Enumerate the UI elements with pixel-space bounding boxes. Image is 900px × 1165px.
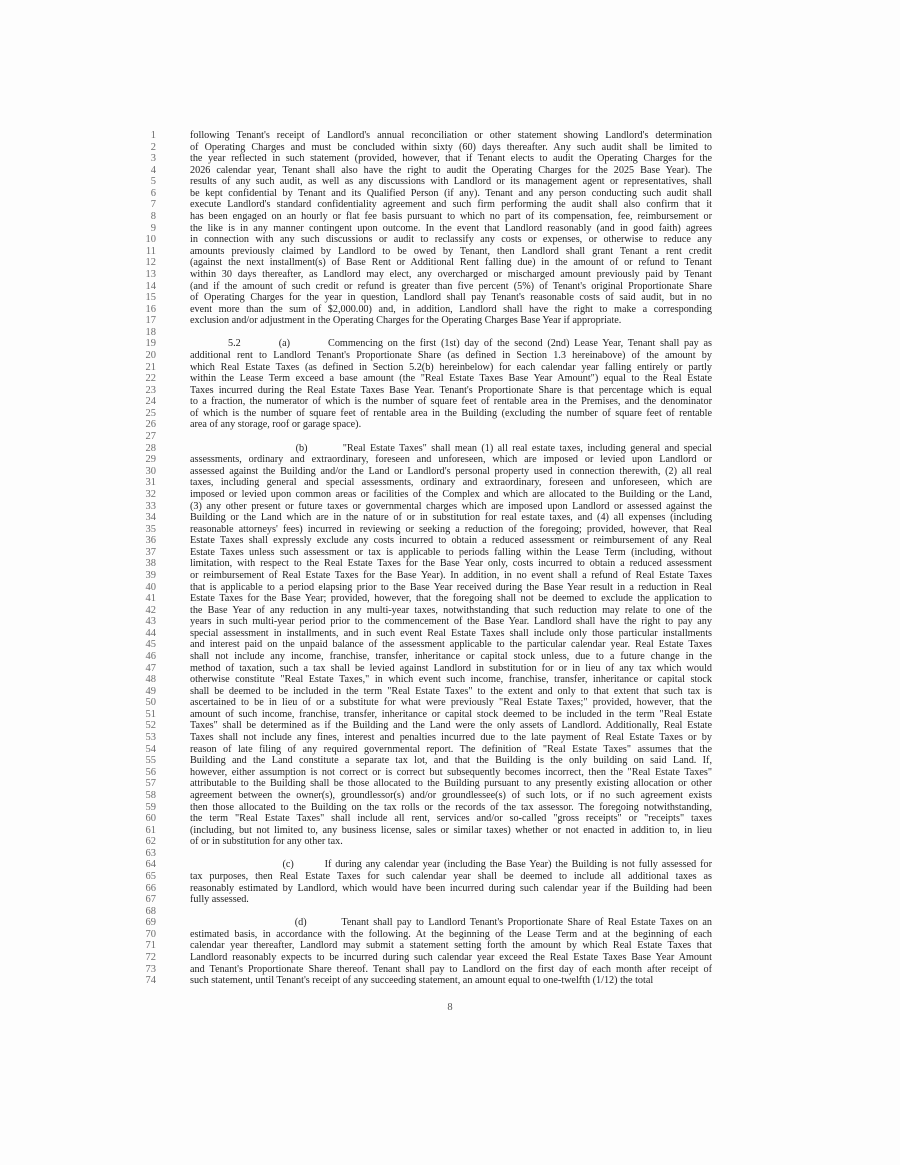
text-line: fully assessed.: [190, 894, 249, 906]
text-line: reason of late filing of any required governmental report. The definition of "Real Estate Taxes" assumes that the: [190, 743, 712, 755]
text-line: (b) "Real Estate Taxes" shall mean (1) all real estate taxes, including general and special: [190, 442, 712, 454]
text-line: amount of such income, franchise, transfer, inheritance or capital stock deemed to be included in the term "Real Estate: [190, 708, 712, 720]
line-number: 27: [145, 431, 156, 443]
line-number: 15: [145, 292, 156, 304]
line-number: 8: [150, 211, 156, 223]
text-line: imposed or levied upon common areas or facilities of the Complex and which are allocated to the Building or the Land,: [190, 488, 712, 500]
text-line: has been engaged on an hourly or flat fee basis pursuant to which no part of its compensation, fee, reimbursement or: [190, 211, 712, 223]
line-number: 65: [145, 871, 156, 882]
text-line: however, either assumption is not correct or is correct but subsequently becomes incorrect, then the "Real Estate Taxes": [190, 766, 712, 778]
line-number: 62: [145, 836, 156, 848]
line-number: 30: [145, 465, 156, 477]
line-number-gutter: [128, 130, 156, 987]
line-number: 22: [145, 373, 156, 385]
line-number: 47: [145, 662, 156, 674]
line-number: 13: [145, 268, 156, 280]
line-number: 46: [145, 651, 156, 663]
text-line: shall not include any income, franchise, transfer, inheritance or capital stock unless, due to a future change in the: [190, 651, 712, 663]
text-line: 5.2 (a) Commencing on the first (1st) day of the second (2nd) Lease Year, Tenant shall pay as: [190, 338, 712, 350]
line-number: 50: [145, 697, 156, 709]
page-number: 8: [447, 1002, 453, 1013]
text-line: assessed against the Building and/or the Land or Landlord's personal property used in connection therewith, (2) all real: [190, 465, 712, 477]
line-number: 60: [145, 813, 156, 825]
text-line: the like is in any manner contingent upon outcome. In the event that Landlord reasonably (and in good faith) agrees: [190, 222, 712, 234]
line-number: 74: [145, 975, 156, 987]
line-number: 49: [145, 685, 156, 697]
text-line: [190, 906, 712, 918]
text-line: within the Lease Term exceed a base amount (the "Real Estate Taxes Base Year Amount") equal to the Real Estate: [190, 373, 712, 385]
line-number: 28: [145, 442, 156, 454]
line-number: 23: [145, 384, 156, 396]
text-line: exclusion and/or adjustment in the Operating Charges for the Operating Charges Base Year if appropriate.: [190, 315, 622, 327]
text-line: Building or the Land which are in the nature of or in substitution for real estate taxes, and (4) all expenses (including: [190, 512, 712, 524]
line-number: 32: [145, 488, 156, 500]
line-number: 61: [145, 824, 156, 836]
text-line: tax purposes, then Real Estate Taxes for such calendar year shall be deemed to include all additional taxes as: [190, 871, 712, 882]
line-number: 63: [145, 847, 156, 859]
line-number: 18: [145, 326, 156, 338]
text-line: then those allocated to the Building on the tax rolls or the records of the tax assessor. The foregoing notwithstanding,: [190, 801, 712, 813]
text-line: of or in substitution for any other tax.: [190, 836, 343, 848]
line-number: 71: [145, 940, 156, 952]
text-line: the year reflected in such statement (provided, however, that if Tenant elects to audit the Operating Charges for the: [190, 153, 712, 165]
text-line: (against the next installment(s) of Base Rent or Additional Rent falling due) in the amount of or refund to Tenant: [190, 257, 712, 269]
text-line: shall be deemed to be included in the term "Real Estate Taxes" to the extent and only to that extent that such tax is: [190, 685, 712, 697]
line-number: 51: [145, 708, 156, 720]
line-number: 31: [145, 477, 156, 489]
line-number: 2: [150, 141, 156, 153]
line-number: 21: [145, 361, 156, 373]
text-line: attributable to the Building shall be those allocated to the Building pursuant to any presently existing allocation or other: [190, 778, 712, 790]
text-line: in connection with any such discussions or audit to reclassify any costs or expenses, or otherwise to reduce any: [190, 234, 712, 246]
text-line: Taxes" shall be determined as if the Building and the Land were the only assets of Landlord. Additionally, Real Estate: [190, 720, 712, 732]
text-line: within 30 days thereafter, as Landlord may elect, any overcharged or mischarged amount previously paid by Tenant: [190, 268, 712, 280]
text-line: ascertained to be in lieu of or a substitute for what were previously "Real Estate Taxes;" provided, however, that the: [190, 697, 712, 709]
text-line: that is applicable to a period elapsing prior to the Base Year received during the Base Year result in a reduction in Real: [190, 581, 712, 593]
line-number: 3: [150, 153, 156, 165]
line-number: 70: [145, 928, 156, 940]
text-line: be kept confidential by Tenant and its Qualified Person (if any). Tenant and any person conducting such audit shall: [190, 187, 712, 199]
text-line: area of any storage, roof or garage space).: [190, 419, 362, 431]
text-line: the Base Year of any reduction in any multi-year taxes, notwithstanding that such reduction may relate to one of the: [190, 604, 712, 616]
text-line: of which is the number of square feet of rentable area in the Building (excluding the number of square feet of rentable: [190, 407, 712, 419]
text-line: and interest paid on the unpaid balance of the assessment applicable to the particular calendar year. Real Estate Taxes: [190, 639, 712, 651]
line-number: 66: [145, 882, 156, 894]
line-number: 38: [145, 558, 156, 570]
line-number: 20: [145, 349, 156, 361]
line-number: 39: [145, 569, 156, 581]
line-number: 7: [150, 199, 156, 211]
line-number: 33: [145, 500, 156, 512]
text-line: following Tenant's receipt of Landlord's annual reconciliation or other statement showing Landlord's determination: [190, 130, 712, 141]
text-line: agreement between the owner(s), groundlessor(s) and/or groundlessee(s) of such lots, or if no such agreement exists: [190, 789, 712, 801]
text-line: (and if the amount of such credit or refund is greater than five percent (5%) of Tenant's original Proportionate Share: [190, 280, 712, 292]
line-number: 37: [145, 546, 156, 558]
line-number: 41: [145, 593, 156, 605]
line-number: 55: [145, 755, 156, 767]
line-number: 4: [150, 164, 156, 176]
document-body: [190, 130, 712, 987]
text-line: assessments, ordinary and extraordinary, foreseen and unforeseen, which are imposed or levied upon Landlord or: [190, 454, 712, 466]
line-number: 11: [145, 245, 156, 257]
text-line: 2026 calendar year, Tenant shall also have the right to audit the Operating Charges for the 2025 Base Year). The: [190, 164, 712, 176]
text-line: Estate Taxes unless such assessment or tax is applicable to periods falling within the Lease Term (including, without: [190, 546, 712, 558]
text-line: additional rent to Landlord Tenant's Proportionate Share (as defined in Section 1.3 hereinabove) of the amount by: [190, 349, 712, 361]
line-number: 53: [145, 732, 156, 744]
line-number: 35: [145, 523, 156, 535]
line-number: 43: [145, 616, 156, 628]
line-number: 56: [145, 766, 156, 778]
line-number: 40: [145, 581, 156, 593]
line-number: 26: [145, 419, 156, 431]
line-number: 25: [145, 407, 156, 419]
line-number: 44: [145, 627, 156, 639]
text-line: such statement, until Tenant's receipt of any succeeding statement, an amount equal to one-twelfth (1/12) the total: [190, 975, 654, 987]
text-line: calendar year thereafter, Landlord may submit a statement setting forth the amount by which Real Estate Taxes that: [190, 940, 712, 952]
text-line: which Real Estate Taxes (as defined in Section 5.2(b) hereinbelow) for each calendar year falling entirely or partly: [190, 361, 712, 373]
text-line: (c) If during any calendar year (including the Base Year) the Building is not fully assessed for: [190, 859, 712, 871]
text-line: taxes, including general and special assessments, ordinary and extraordinary, foreseen and unforeseen, which are: [190, 477, 712, 489]
text-line: estimated basis, in accordance with the following. At the beginning of the Lease Term and at the beginning of each: [190, 928, 712, 940]
text-line: Landlord reasonably expects to be incurred during such calendar year exceed the Real Estate Taxes Base Year Amount: [190, 952, 712, 964]
text-line: [190, 431, 712, 443]
text-line: to a fraction, the numerator of which is the number of square feet of rentable area in the Premises, and the denominator: [190, 396, 712, 408]
text-line: of Operating Charges for the year in question, Landlord shall pay Tenant's reasonable costs of said audit, but in no: [190, 292, 712, 304]
text-line: the term "Real Estate Taxes" shall include all rent, services and/or so-called "gross receipts" or "receipts" taxes: [190, 813, 712, 825]
line-number: 59: [145, 801, 156, 813]
line-number: 67: [145, 894, 156, 906]
text-line: amounts previously claimed by Landlord to be owed by Tenant, then Landlord shall grant Tenant a rent credit: [190, 245, 712, 257]
text-line: reasonably estimated by Landlord, which would have been incurred during such calendar year if the Building had been: [190, 882, 712, 894]
line-number: 17: [145, 315, 156, 327]
line-number: 1: [150, 130, 156, 141]
text-line: reasonable attorneys' fees) incurred in reviewing or seeking a reduction of the foregoing; provided, however, that Real: [190, 523, 712, 535]
text-line: limitation, with respect to the Real Estate Taxes for the Base Year only, costs incurred to obtain a reduced assessment: [190, 558, 712, 570]
line-number: 34: [145, 512, 156, 524]
line-number: 16: [145, 303, 156, 315]
text-line: (d) Tenant shall pay to Landlord Tenant's Proportionate Share of Real Estate Taxes on an: [190, 917, 712, 929]
line-number: 14: [145, 280, 156, 292]
text-line: years in such multi-year period prior to the commencement of the Base Year. Landlord shall have the right to pay any: [190, 616, 712, 628]
line-number: 58: [145, 789, 156, 801]
line-number: 73: [145, 963, 156, 975]
text-line: results of any such audit, as well as any discussions with Landlord or its management agent or representatives, shall: [190, 176, 712, 188]
text-line: and Tenant's Proportionate Share thereof. Tenant shall pay to Landlord on the first day of each month after receipt of: [190, 963, 712, 975]
line-number: 64: [145, 859, 156, 871]
text-line: special assessment in installments, and in such event Real Estate Taxes shall include only those particular installments: [190, 627, 712, 639]
text-line: execute Landlord's standard confidentiality agreement and such firm performing the audit shall also confirm that it: [190, 199, 712, 211]
line-number: 19: [145, 338, 156, 350]
line-number: 69: [145, 917, 156, 929]
text-line: event more than the sum of $2,000.00) and, in addition, Landlord shall have the right to make a corresponding: [190, 303, 712, 315]
line-number: 72: [145, 952, 156, 964]
text-line: Building and the Land constitute a separate tax lot, and that the Building is the only building on said Land. If,: [190, 755, 712, 767]
text-line: (including, but not limited to, any business license, sales or similar taxes) whether or not enacted in addition to, in lieu: [190, 824, 712, 836]
text-line: or reimbursement of Real Estate Taxes for the Base Year). In addition, in no event shall a refund of Real Estate Taxes: [190, 569, 712, 581]
line-number: 6: [150, 187, 156, 199]
text-line: (3) any other present or future taxes or governmental charges which are imposed upon Landlord or assessed against the: [190, 500, 712, 512]
text-line: Estate Taxes shall expressly exclude any costs incurred to obtain a reduced assessment or reimbursement of any Real: [190, 535, 712, 547]
text-line: [190, 848, 712, 860]
text-line: method of taxation, such a tax shall be levied against Landlord in substitution for or in lieu of any tax which would: [190, 662, 712, 674]
text-line: otherwise constitute "Real Estate Taxes," in which event such income, franchise, transfer, inheritance or capital stock: [190, 674, 712, 686]
line-number: 48: [145, 674, 156, 686]
line-number: 12: [145, 257, 156, 269]
line-number: 68: [145, 905, 156, 917]
line-number: 52: [145, 720, 156, 732]
line-number: 42: [145, 604, 156, 616]
text-line: Taxes incurred during the Real Estate Taxes Base Year. Tenant's Proportionate Share is that percentage which is equal: [190, 384, 712, 396]
text-line: Taxes shall not include any fines, interest and penalties incurred due to the late payment of Real Estate Taxes or by: [190, 732, 712, 744]
line-number: 29: [145, 454, 156, 466]
line-number: 24: [145, 396, 156, 408]
text-line: of Operating Charges and must be concluded within sixty (60) days thereafter. Any such audit shall be limited to: [190, 141, 712, 153]
text-line: Estate Taxes for the Base Year; provided, however, that the foregoing shall not be deemed to exclude the application to: [190, 593, 712, 605]
line-number: 54: [145, 743, 156, 755]
line-number: 5: [150, 176, 156, 188]
line-number: 45: [145, 639, 156, 651]
line-number: 36: [145, 535, 156, 547]
line-number: 9: [150, 222, 156, 234]
text-line: [190, 327, 712, 339]
line-number: 57: [145, 778, 156, 790]
line-number: 10: [145, 234, 156, 246]
